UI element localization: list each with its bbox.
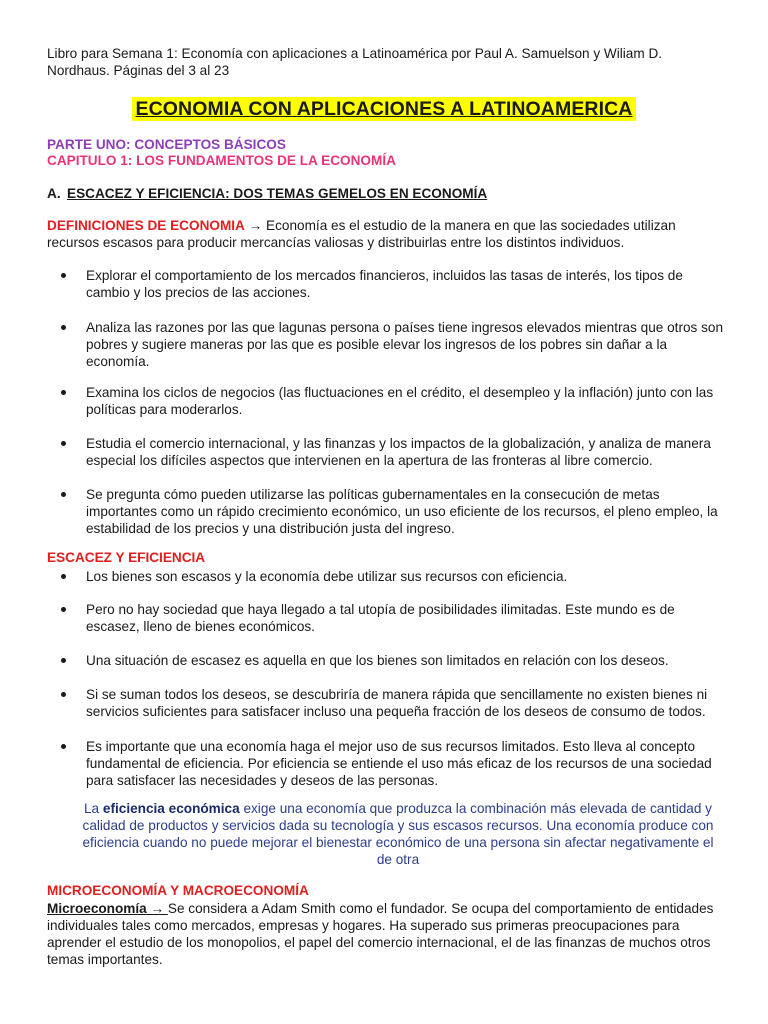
microeconomics-term: Microeconomía [47,901,147,916]
title-container [0,97,768,121]
microeconomics-term-wrap [47,901,168,916]
bullet-icon [61,273,66,278]
list-item-text: Se pregunta cómo pueden utilizarse las políticas gubernamentales en la consecución de metas importantes como un rápido crecimiento económico, un uso eficiente de los recursos, el pleno empleo, la estabilidad de los precios y una distribución justa del ingreso. [86,487,718,536]
list-item [47,568,727,585]
list-item-text: Estudia el comercio internacional, y las finanzas y los impactos de la globalización, y analiza de manera especial los difíciles aspectos que intervienen en la apertura de las fronteras al libre comercio. [86,436,711,468]
list-item [47,319,727,370]
list-item [47,686,727,720]
list-item-text: Pero no hay sociedad que haya llegado a tal utopía de posibilidades ilimitadas. Este mundo es de escasez, lleno de bienes económicos. [86,602,675,634]
bullet-icon [61,692,66,697]
document-title: ECONOMIA CON APLICACIONES A LATINOAMERICA [132,97,635,121]
list-item [47,738,727,789]
list-item-text: Los bienes son escasos y la economía debe utilizar sus recursos con eficiencia. [86,569,568,584]
bullet-icon [61,744,66,749]
scarcity-heading [47,549,717,566]
list-item [47,435,727,469]
arrow-glyph: → [244,218,267,233]
arrow-glyph: → [146,901,168,916]
list-item-text: Una situación de escasez es aquella en que los bienes son limitados en relación con los deseos. [86,653,669,668]
list-item-text: Si se suman todos los deseos, se descubriría de manera rápida que sencillamente no existen bienes ni servicios suficientes para satisfacer incluso una pequeña fracción de los deseos de consumo de todos. [86,687,708,719]
microeconomics-text: Se considera a Adam Smith como el fundador. Se ocupa del comportamiento de entidades individuales tales como mercados, empresas y hogares. Ha superado sus primeras preocupaciones para aprender el estudio de los monopolios, el papel del comercio internacional, el de las finanzas de muchos otros temas importantes. [47,901,714,967]
quote-bold-term: eficiencia económica [102,801,240,816]
bullet-icon [61,574,66,579]
efficiency-quote [78,800,718,868]
bullet-icon [61,607,66,612]
scarcity-heading-text: ESCACEZ Y EFICIENCIA [47,550,206,565]
micro-macro-heading: MICROECONOMÍA Y MACROECONOMÍA [47,883,309,898]
bullet-icon [61,492,66,497]
list-item-text: Analiza las razones por las que lagunas persona o países tiene ingresos elevados mientras que otros son pobres y sugiere maneras por las que es posible elevar los ingresos de los pobres sin dañar a la economía. [86,320,724,369]
list-item [47,486,727,537]
bullet-icon [61,390,66,395]
list-item [47,384,727,418]
list-item-text: Explorar el comportamiento de los mercados financieros, incluidos las tasas de interés, los tipos de cambio y los precios de las acciones. [86,268,683,300]
definitions-heading: DEFINICIONES DE ECONOMIA [47,218,245,233]
quote-pre: La [84,801,103,816]
bullet-icon [61,325,66,330]
list-item [47,601,727,635]
section-title: ESCACEZ Y EFICIENCIA: DOS TEMAS GEMELOS EN ECONOMÍA [67,186,488,201]
section-heading [47,186,487,202]
chapter-heading: CAPITULO 1: LOS FUNDAMENTOS DE LA ECONOMÍA [47,153,396,168]
intro-line: Libro para Semana 1: Economía con aplicaciones a Latinoamérica por Paul A. Samuelson y Wiliam D. Nordhaus. Páginas del 3 al 23 [47,46,663,78]
quote-post: exige una economía que produzca la combinación más elevada de cantidad y calidad de productos y servicios dada su tecnología y sus escasos recursos. Una economía produce con eficiencia cuando no puede mejorar el bienestar económico de una persona sin afectar negativamente el de otra [82,801,714,867]
section-label: A. [47,186,61,201]
bullet-icon [61,658,66,663]
part-heading: PARTE UNO: CONCEPTOS BÁSICOS [47,137,286,152]
list-item [47,267,727,301]
microeconomics-paragraph [47,900,727,968]
definitions-text: Economía es el estudio de la manera en que las sociedades utilizan recursos escasos para producir mercancías valiosas y distribuirlas entre los distintos individuos. [47,218,676,250]
list-item-text: Examina los ciclos de negocios (las fluctuaciones en el crédito, el desempleo y la inflación) junto con las políticas para moderarlos. [86,385,714,417]
definitions-paragraph [47,217,717,251]
list-item [47,652,727,669]
list-item-text: Es importante que una economía haga el mejor uso de sus recursos limitados. Esto lleva al concepto fundamental de eficiencia. Por eficiencia se entiende el uso más eficaz de los recursos de una sociedad para satisfacer las necesidades y deseos de las personas. [86,739,712,788]
bullet-icon [61,441,66,446]
